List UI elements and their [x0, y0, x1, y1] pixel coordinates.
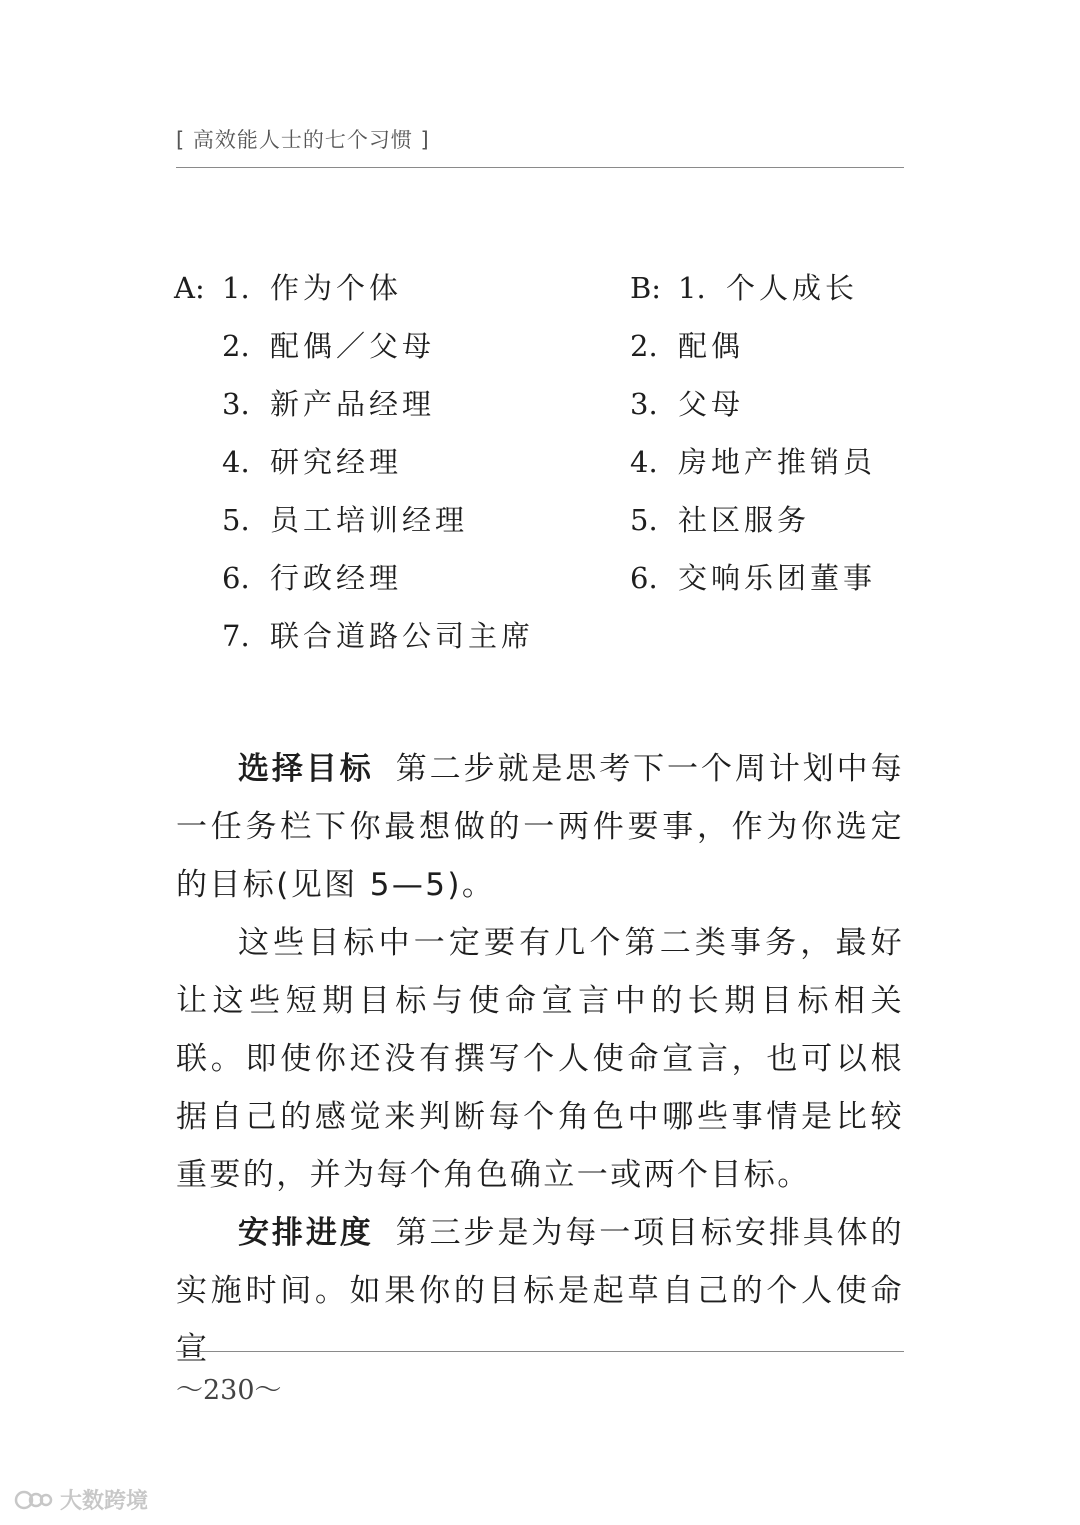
item-number: 7.: [222, 619, 250, 653]
item-number: 6.: [630, 561, 658, 595]
item-number: 6.: [222, 561, 250, 595]
paragraph: [176, 740, 904, 914]
item-number: 4.: [222, 445, 250, 479]
list-prefix: B:: [630, 271, 662, 305]
item-text: 配偶: [678, 329, 745, 363]
item-number: 2.: [630, 329, 658, 363]
item-number: 4.: [630, 445, 658, 479]
list-item: [630, 266, 876, 324]
list-item: [174, 614, 534, 672]
item-text: 新产品经理: [270, 387, 436, 421]
running-header: [ 高效能人士的七个习惯 ]: [176, 128, 430, 152]
paragraph: [176, 914, 904, 1204]
item-text: 社区服务: [678, 503, 811, 537]
list-prefix: A:: [174, 271, 205, 305]
list-item: [630, 324, 876, 382]
paragraph-text: 第二步就是思考下一个周计划中每一任务栏下你最想做的一两件要事，作为你选定的目标(见图 5—5)。: [176, 751, 904, 903]
body-text: [176, 740, 904, 1378]
paragraph-text: 第三步是为每一项目标安排具体的实施时间。如果你的目标是起草自己的个人使命宣: [176, 1215, 904, 1367]
item-text: 父母: [678, 387, 745, 421]
list-item: [174, 498, 534, 556]
item-number: 5.: [630, 503, 658, 537]
list-item: [174, 266, 534, 324]
list-item: [630, 440, 876, 498]
item-text: 研究经理: [270, 445, 403, 479]
header-rule: [176, 167, 904, 168]
list-item: [630, 382, 876, 440]
list-item: [174, 440, 534, 498]
item-text: 交响乐团董事: [678, 561, 877, 595]
item-number: 2.: [222, 329, 250, 363]
item-text: 房地产推销员: [678, 445, 877, 479]
list-item: [174, 324, 534, 382]
item-number: 3.: [630, 387, 658, 421]
watermark-logo-icon: [14, 1488, 54, 1512]
list-item: [630, 556, 876, 614]
item-text: 配偶／父母: [270, 329, 436, 363]
item-text: 行政经理: [270, 561, 403, 595]
item-number: 5.: [222, 503, 250, 537]
item-number: 1.: [678, 271, 706, 305]
item-text: 员工培训经理: [270, 503, 469, 537]
item-text: 个人成长: [726, 271, 859, 305]
list-item: [630, 498, 876, 556]
item-number: 1.: [222, 271, 250, 305]
list-item: [174, 382, 534, 440]
list-b: [630, 266, 876, 614]
paragraph-text: 这些目标中一定要有几个第二类事务，最好让这些短期目标与使命宣言中的长期目标相关联。即使你还没有撰写个人使命宣言，也可以根据自己的感觉来判断每个角色中哪些事情是比较重要的，并为每个角色确立一或两个目标。: [176, 925, 904, 1193]
watermark-text: 大数跨境: [60, 1489, 149, 1514]
watermark: [14, 1484, 148, 1515]
list-a: [174, 266, 534, 672]
paragraph-lead: 选择目标: [238, 751, 374, 787]
item-text: 作为个体: [270, 271, 403, 305]
item-number: 3.: [222, 387, 250, 421]
list-item: [174, 556, 534, 614]
footer-rule: [176, 1351, 904, 1352]
page-number: ～230～: [176, 1375, 282, 1406]
item-text: 联合道路公司主席: [270, 619, 535, 653]
paragraph-lead: 安排进度: [238, 1215, 374, 1251]
